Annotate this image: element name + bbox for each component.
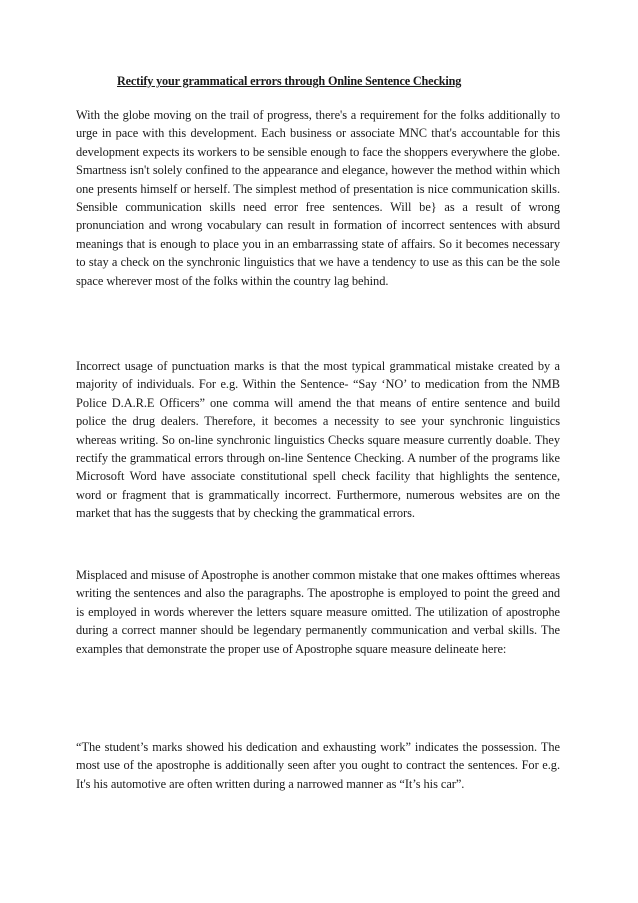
document-title: Rectify your grammatical errors through Online Sentence Checking <box>117 74 462 88</box>
paragraph-intro: With the globe moving on the trail of progress, there's a requirement for the folks additionally to urge in pace with this development. Each business or associate MNC that's accountable for this development expects its workers to be sensible enough to face the shoppers everywhere the globe. Smartness isn't solely confined to the appearance and elegance, however the method within which one presents himself or herself. The simplest method of presentation is nice communication skills. Sensible communication skills need error free sentences. Will be} as a result of wrong pronunciation and wrong vocabulary can result in formation of incorrect sentences with absurd meanings that is enough to place you in an embarrassing state of affairs. So it becomes necessary to stay a check on the synchronic linguistics that we have a tendency to use as this can be the sole space wherever most of the folks within the country lag behind. <box>76 108 560 288</box>
paragraph-examples: “The student’s marks showed his dedication and exhausting work” indicates the possession. The most use of the apostrophe is additionally seen after you ought to contract the sentences. For e.g. It's his automotive are often written during a narrowed manner as “It’s his car”. <box>76 740 560 791</box>
paragraph-punctuation: Incorrect usage of punctuation marks is that the most typical grammatical mistake created by a majority of individuals. For e.g. Within the Sentence- “Say ‘NO’ to medication from the NMB Police D.A.R.E Officers” one comma will amend the that means of entire sentence and build police the drug dealers. Therefore, it becomes a necessity to see your synchronic linguistics whereas writing. So on-line synchronic linguistics Checks square measure currently doable. They rectify the grammatical errors through on-line Sentence Checking. A number of the programs like Microsoft Word have associate constitutional spell check facility that highlights the sentence, word or fragment that is grammatically incorrect. Furthermore, numerous websites are on the market that has the suggests that by checking the grammatical errors. <box>76 359 560 521</box>
paragraph-apostrophe: Misplaced and misuse of Apostrophe is another common mistake that one makes ofttimes whereas writing the sentences and also the paragraphs. The apostrophe is employed to point the greed and is employed in words wherever the letters square measure omitted. The utilization of apostrophe during a correct manner should be legendary permanently communication and verbal skills. The examples that demonstrate the proper use of Apostrophe square measure delineate here: <box>76 568 560 656</box>
